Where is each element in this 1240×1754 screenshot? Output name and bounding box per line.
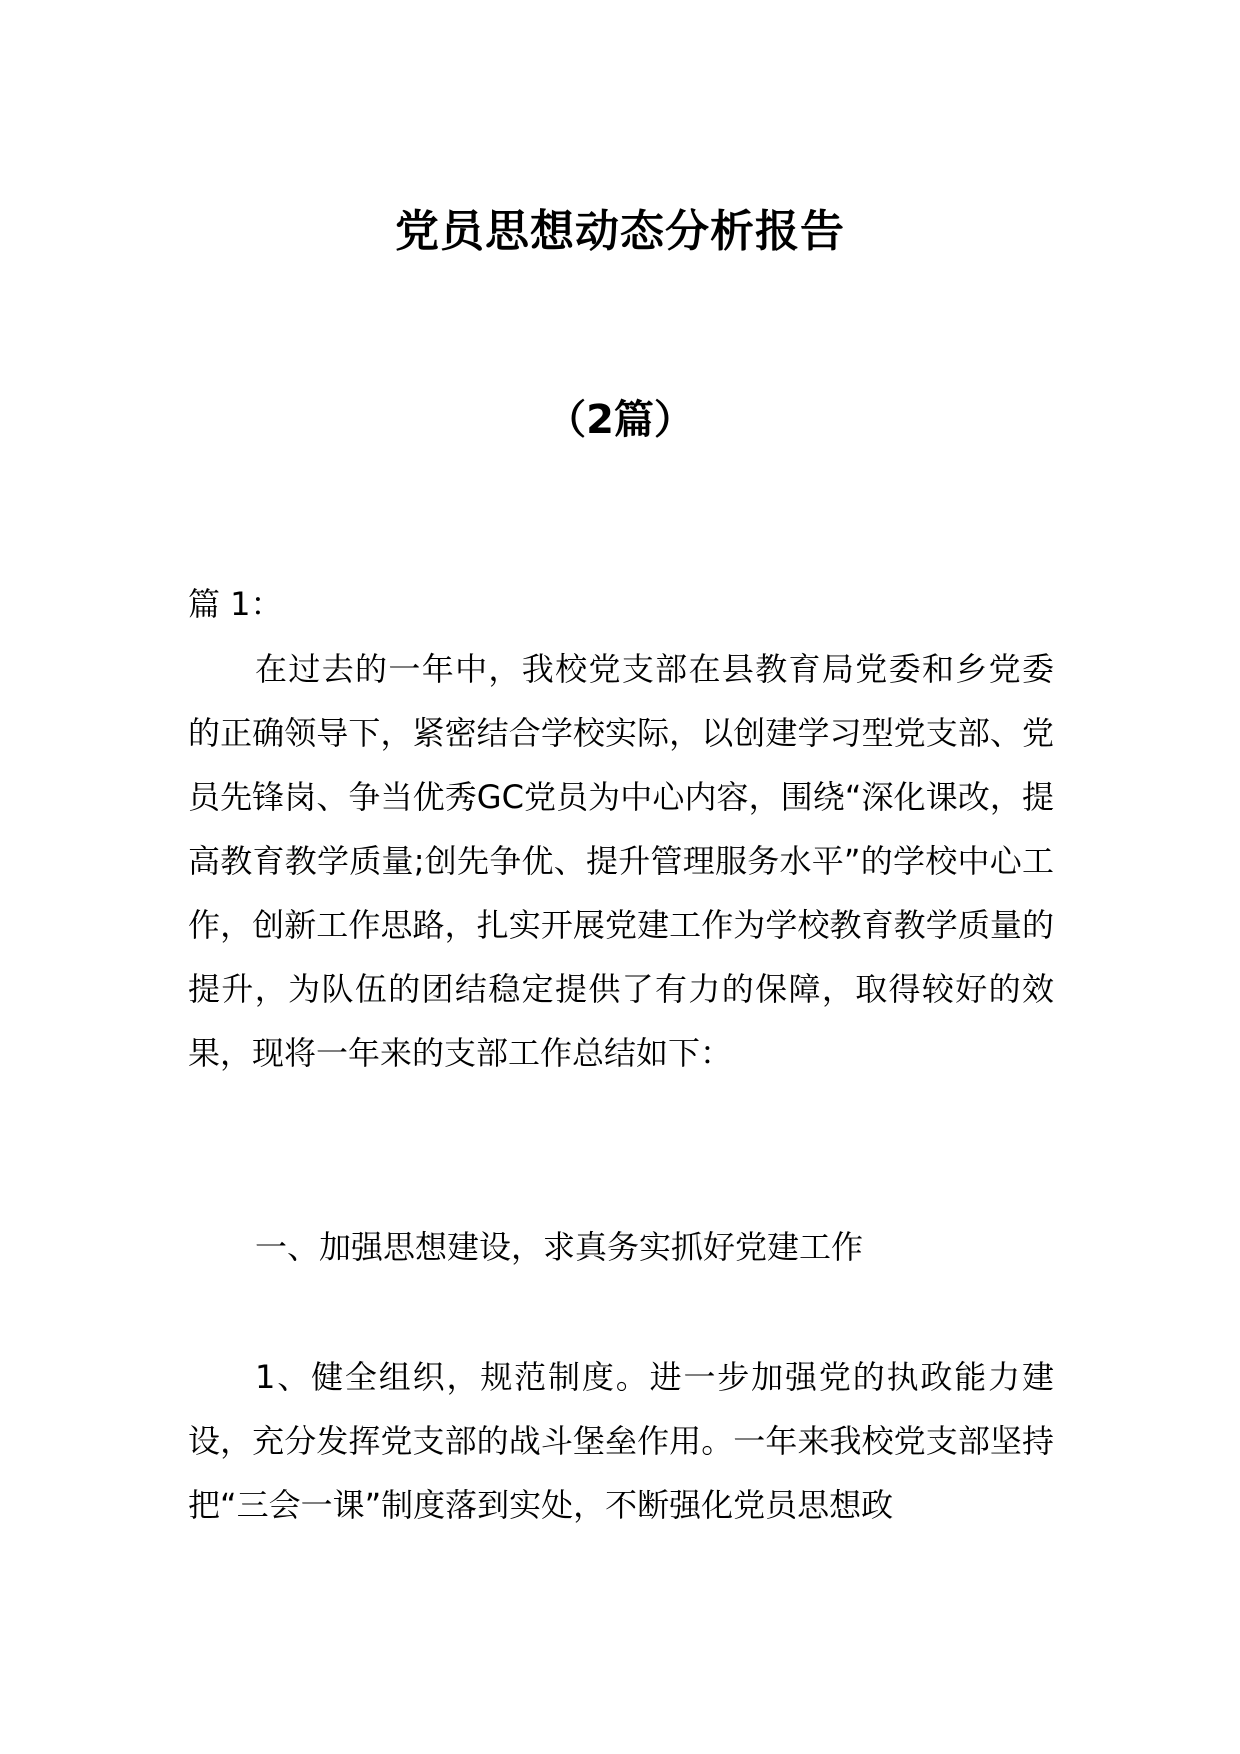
document-title: 党员思想动态分析报告: [395, 206, 845, 257]
section-label: 篇 1：: [188, 585, 283, 623]
section-heading-1: 一、加强思想建设，求真务实抓好党建工作: [255, 1228, 864, 1266]
document-subtitle: （2篇）: [546, 397, 694, 443]
intro-paragraph: 在过去的一年中，我校党支部在县教育局党委和乡党委的正确领导下，紧密结合学校实际，以创建学习型党支部、党员先锋岗、争当优秀GC党员为中心内容，围绕“深化课改，提高教育教学质量;创先争优、提升管理服务水平”的学校中心工作，创新工作思路，扎实开展党建工作为学校教育教学质量的提升，为队伍的团结稳定提供了有力的保障，取得较好的效果，现将一年来的支部工作总结如下：: [188, 650, 1054, 1072]
item-paragraph-1: 1、健全组织，规范制度。进一步加强党的执政能力建设，充分发挥党支部的战斗堡垒作用。一年来我校党支部坚持把“三会一课”制度落到实处，不断强化党员思想政: [188, 1358, 1054, 1524]
